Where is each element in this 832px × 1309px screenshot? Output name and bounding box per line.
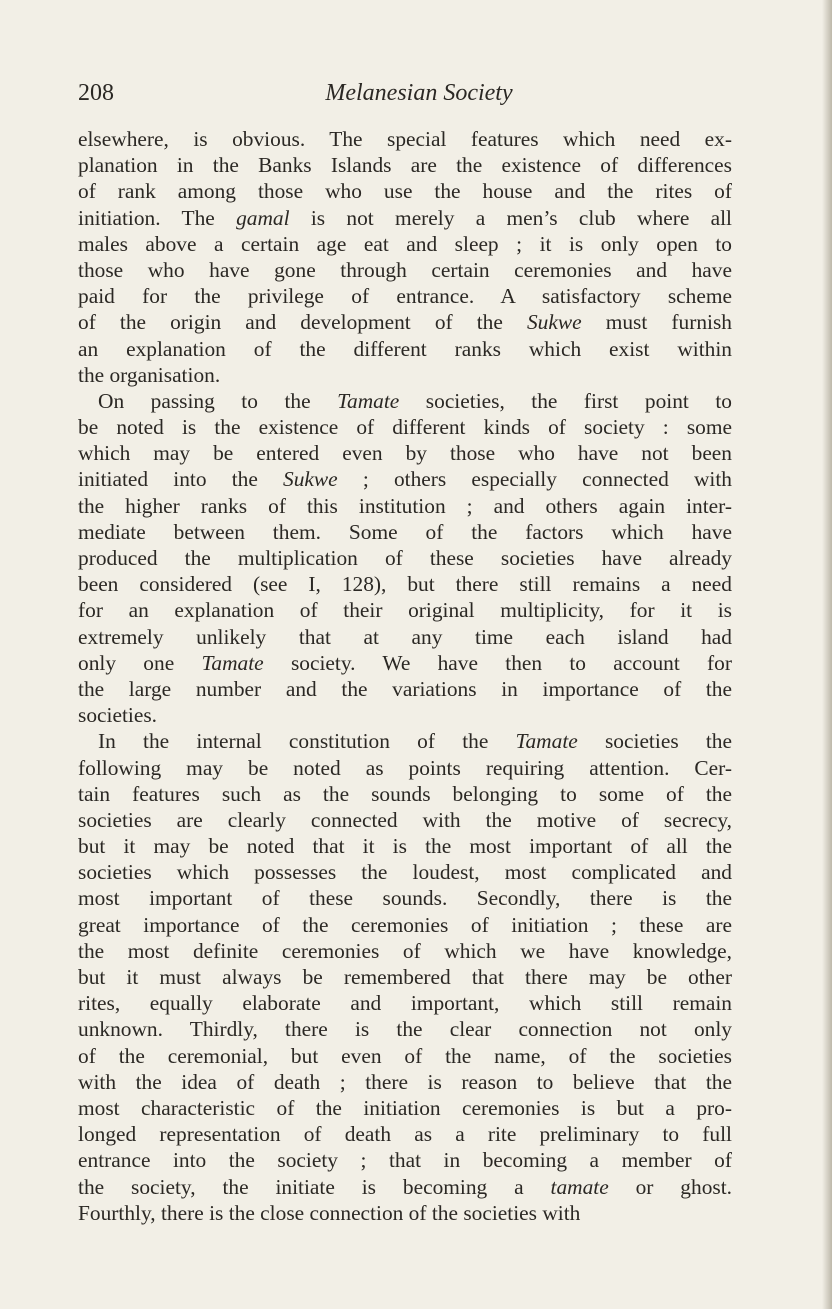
text-line: societies which possesses the loudest, most complicated and (78, 860, 732, 885)
text-line: following may be noted as points requiring attention. Cer- (78, 755, 732, 780)
text-line: only one Tamate society. We have then to account for (78, 650, 732, 675)
text-line: the large number and the variations in importance of the (78, 676, 732, 701)
text-line: rites, equally elaborate and important, which still remain (78, 991, 732, 1016)
text-line: an explanation of the different ranks which exist within (78, 336, 732, 361)
text-line: On passing to the Tamate societies, the first point to (98, 388, 732, 413)
page-number: 208 (78, 80, 114, 106)
text-line: of the ceremonial, but even of the name, of the societies (78, 1043, 732, 1068)
text-line: the higher ranks of this institution ; and others again inter- (78, 493, 732, 518)
text-line: most important of these sounds. Secondly, there is the (78, 886, 732, 911)
text-line: males above a certain age eat and sleep ; it is only open to (78, 231, 732, 256)
text-line: which may be entered even by those who have not been (78, 441, 732, 466)
text-line: entrance into the society ; that in becoming a member of (78, 1148, 732, 1173)
text-line: be noted is the existence of different kinds of society : some (78, 415, 732, 440)
italic-term: gamal (236, 205, 290, 230)
text-line: the most definite ceremonies of which we have knowledge, (78, 938, 732, 963)
text-line: those who have gone through certain ceremonies and have (78, 257, 732, 282)
text-line: elsewhere, is obvious. The special features which need ex- (78, 127, 732, 151)
italic-term: Tamate (201, 650, 264, 675)
text-line: unknown. Thirdly, there is the clear connection not only (78, 1017, 732, 1042)
text-line: societies. (78, 703, 158, 728)
text-line: tain features such as the sounds belonging to some of the (78, 781, 732, 806)
paragraph (78, 126, 732, 388)
page-header (78, 80, 732, 114)
text-line: the organisation. (78, 362, 221, 387)
page-edge-shadow (822, 0, 832, 1309)
text-line: initiated into the Sukwe ; others especially connected with (78, 467, 732, 492)
text-line: the society, the initiate is becoming a tamate or ghost. (78, 1174, 732, 1199)
text-line: extremely unlikely that at any time each island had (78, 624, 732, 649)
text-line: societies are clearly connected with the motive of secrecy, (78, 807, 732, 832)
running-title: Melanesian Society (325, 80, 513, 106)
text-line: paid for the privilege of entrance. A satisfactory scheme (78, 284, 732, 309)
paragraph (78, 728, 732, 1226)
italic-term: Tamate (515, 729, 578, 754)
text-line: of rank among those who use the house and the rites of (78, 179, 732, 204)
italic-term: tamate (550, 1174, 609, 1199)
italic-term: Sukwe (526, 310, 582, 335)
text-line: but it may be noted that it is the most important of all the (78, 834, 732, 859)
text-line: for an explanation of their original multiplicity, for it is (78, 598, 732, 623)
text-line: longed representation of death as a rite preliminary to full (78, 1122, 732, 1147)
text-line: great importance of the ceremonies of initiation ; these are (78, 912, 732, 937)
text-line: planation in the Banks Islands are the existence of differences (78, 153, 732, 178)
paragraph (78, 388, 732, 728)
italic-term: Tamate (337, 388, 400, 413)
body-text (78, 126, 732, 1226)
text-line: with the idea of death ; there is reason to believe that the (78, 1069, 732, 1094)
text-line: of the origin and development of the Sukwe must furnish (78, 310, 732, 335)
text-line: but it must always be remembered that there may be other (78, 965, 732, 989)
text-line: In the internal constitution of the Tamate societies the (98, 729, 732, 754)
text-line: produced the multiplication of these societies have already (78, 546, 732, 570)
italic-term: Sukwe (283, 467, 338, 492)
text-line: mediate between them. Some of the factors which have (78, 519, 732, 544)
text-line: initiation. The gamal is not merely a men’s club where all (78, 205, 732, 230)
text-line: been considered (see I, 128), but there still remains a need (78, 572, 732, 597)
text-line: most characteristic of the initiation ceremonies is but a pro- (78, 1095, 732, 1120)
text-line: Fourthly, there is the close connection of the societies with (78, 1200, 581, 1225)
